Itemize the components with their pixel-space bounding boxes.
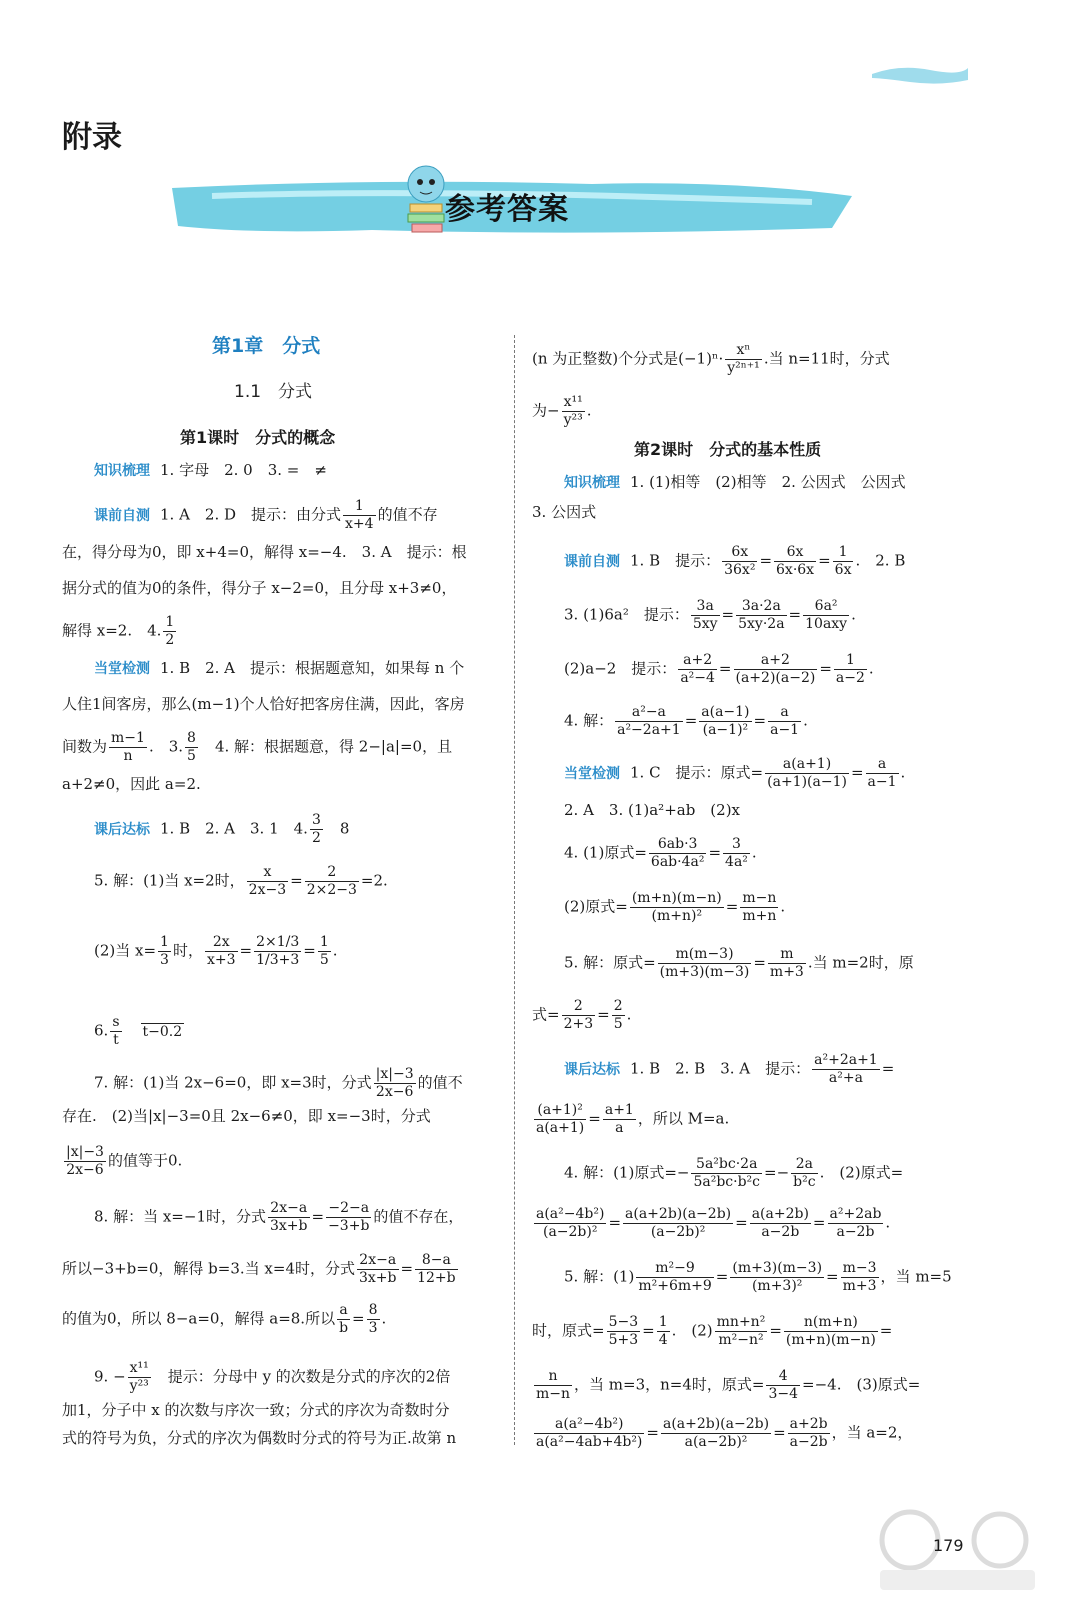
fraction: $\frac{\text{x¹¹}}{\text{y²³}}$ bbox=[129, 1360, 149, 1394]
answer-text: .当 m=2时，原 bbox=[807, 953, 914, 972]
answer-text: 的值等于0. bbox=[107, 1151, 183, 1170]
fraction: $\frac{m}{m+3}$ bbox=[769, 946, 804, 980]
fraction: $\frac{2x-a}{3x+b}$ bbox=[359, 1252, 397, 1286]
fraction: $\frac{\text{a(a²−4b²)}}{\text{(a−2b)²}}$ bbox=[536, 1206, 605, 1240]
fraction: $\frac{2x-a}{3x+b}$ bbox=[270, 1200, 308, 1234]
answer-line: 课后达标 1. B 2. B 3. A 提示： $\frac{\text{a²+2a+1}}{\text{a²+a}}$ = bbox=[564, 1052, 895, 1086]
fraction: $\frac{3a}{5xy}$ bbox=[692, 598, 718, 632]
fraction: $\frac{2x}{x+3}$ bbox=[206, 934, 236, 968]
answer-line: 5. 解：(1)当 x=2时， $\frac{x}{2x-3}$ = $\frac{2}{2\times 2-3}$ =2. bbox=[94, 864, 388, 898]
answer-text: ，当 m=3，n=4时，原式= bbox=[574, 1375, 765, 1394]
fraction: $\frac{a+1}{a}$ bbox=[604, 1102, 634, 1136]
fraction: $\frac{\text{a(a²−4b²)}}{\text{a(a²−4ab+4b²)}}$ bbox=[536, 1416, 643, 1450]
answer-text: 提示：分母中 y 的次数是分式的序次的2倍 bbox=[152, 1367, 451, 1386]
answer-line: 4. 解： $\frac{\text{a²−a}}{\text{a²−2a+1}}$ = $\frac{a(a-1)}{\text{(a−1)²}}$ = $\frac{a}{a-1}$ . bbox=[564, 704, 808, 738]
answer-text: 1. B 2. A 提示：根据题意知，如果每 n 个 bbox=[160, 659, 465, 677]
fraction: $\frac{\text{a²+2ab}}{a-2b}$ bbox=[829, 1206, 882, 1240]
answer-text: 时， bbox=[172, 941, 203, 960]
answer-text: (2)当 x= bbox=[94, 941, 157, 960]
answer-text: (2)a−2 提示： bbox=[564, 659, 677, 678]
fraction: $\frac{n}{m-n}$ bbox=[536, 1368, 571, 1402]
answer-line: $\frac{\text{(a+1)²}}{a(a+1)}$ = $\frac{a+1}{a}$ ，所以 M=a. bbox=[536, 1102, 730, 1136]
answer-line: 课前自测 1. B 提示： $\frac{6x}{\text{36x²}}$ = $\frac{6x}{6x\cdot 6x}$ = $\frac{1}{6x}$ . 2. B bbox=[564, 544, 906, 578]
answer-line bbox=[532, 1368, 920, 1403]
fraction: $\frac{8-a}{12+b}$ bbox=[417, 1252, 456, 1286]
answer-line: 所以−3+b=0，解得 b=3.当 x=4时，分式 $\frac{2x-a}{3x+b}$ = $\frac{8-a}{12+b}$ bbox=[62, 1252, 456, 1286]
answer-text: 8 bbox=[324, 819, 350, 838]
answer-text: 1. (1)相等 (2)相等 2. 公因式 公因式 bbox=[630, 473, 906, 491]
fraction: $\frac{5-3}{5+3}$ bbox=[608, 1314, 639, 1348]
fraction: $\frac{m-3}{m+3}$ bbox=[842, 1260, 877, 1294]
fraction: $\frac{x}{2x-3}$ bbox=[248, 864, 287, 898]
fraction: $\frac{8}{5}$ bbox=[187, 730, 196, 764]
label-knowledge: 知识梳理 bbox=[94, 463, 150, 479]
fraction: $\frac{a(a+2b)(a-2b)}{\text{a(a−2b)²}}$ bbox=[662, 1416, 770, 1450]
fraction: $\frac{a}{b}$ bbox=[339, 1302, 349, 1336]
answer-line: 时，原式= $\frac{5-3}{5+3}$ = $\frac{1}{4}$ . (2) $\frac{\text{mn+n²}}{\text{m²−n²}}$ = $\frac{n(m+n)}{(m+n)(m-n)}$ = bbox=[532, 1314, 893, 1348]
fraction: $\frac{\text{6a²}}{\text{10axy}}$ bbox=[805, 598, 848, 632]
answer-line bbox=[94, 658, 464, 679]
answer-text: 1. B 2. B 3. A 提示： bbox=[630, 1059, 811, 1078]
answer-text: 7. 解：(1)当 2x−6=0，即 x=3时，分式 bbox=[94, 1073, 372, 1092]
answer-text: 1. 字母 2. 0 3. = ≠ bbox=[160, 461, 327, 479]
answer-line: (2)当 x= $\frac{1}{3}$ 时， $\frac{2x}{x+3}$ = $\frac{2\times 1/3}{1/3+3}$ = $\frac{1}{5}$ . bbox=[94, 934, 338, 968]
answer-line: (2)原式= $\frac{(m+n)(m-n)}{\text{(m+n)²}}$ = $\frac{m-n}{m+n}$ . bbox=[564, 890, 786, 924]
answer-line: 的值为0，所以 8−a=0，解得 a=8.所以 $\frac{a}{b}$ = $\frac{8}{3}$ . bbox=[62, 1302, 387, 1336]
column-divider bbox=[514, 335, 515, 1445]
label-classcheck: 当堂检测 bbox=[564, 765, 620, 782]
fraction: $\frac{4}{3-4}$ bbox=[768, 1368, 799, 1402]
fraction: $\frac{1}{5}$ bbox=[319, 934, 329, 968]
fraction: $\frac{m(m-3)}{(m+3)(m-3)}$ bbox=[659, 946, 750, 980]
fraction: $\frac{1}{x+4}$ bbox=[345, 498, 374, 532]
answer-line bbox=[94, 1014, 186, 1049]
decorative-brush-stroke bbox=[870, 60, 970, 88]
fraction: $\frac{3a\cdot 2a}{5xy\cdot 2a}$ bbox=[738, 598, 785, 632]
answer-line: 为− $\frac{\text{x¹¹}}{\text{y²³}}$ . bbox=[532, 394, 592, 428]
answer-line: 2. A 3. (1)a²+ab (2)x bbox=[564, 801, 741, 819]
answer-text: ，所以 M=a. bbox=[637, 1109, 730, 1128]
fraction: $\frac{3}{2}$ bbox=[311, 812, 321, 846]
fraction: $\frac{a+2}{(a+2)(a-2)}$ bbox=[735, 652, 816, 686]
answer-line: 8. 解：当 x=−1时，分式 $\frac{2x-a}{3x+b}$ = $\frac{-2-a}{-3+b}$ 的值不存在， bbox=[94, 1200, 464, 1234]
fraction: $\frac{(m+3)(m-3)}{\text{(m+3)²}}$ bbox=[732, 1260, 823, 1294]
answer-line bbox=[94, 1360, 450, 1395]
answer-text: . 3. bbox=[148, 737, 184, 756]
fraction: $\frac{\text{(a+1)²}}{a(a+1)}$ bbox=[536, 1102, 585, 1136]
answer-text: 时，原式= bbox=[532, 1321, 605, 1340]
fraction: $\frac{|x|-3}{2x-6}$ bbox=[66, 1144, 104, 1178]
answer-line: 加1，分子中 x 的次数与序次一致；分式的序次为奇数时分 bbox=[62, 1401, 450, 1419]
answer-text: . (2)原式= bbox=[819, 1163, 904, 1182]
fraction: $\frac{a+2b}{a-2b}$ bbox=[789, 1416, 828, 1450]
answer-line bbox=[94, 1066, 463, 1101]
fraction: $\frac{m-1}{n}$ bbox=[111, 730, 145, 764]
answer-text: 4. 解：(1)原式=− bbox=[564, 1163, 690, 1182]
fraction: $\frac{|x|-3}{2x-6}$ bbox=[375, 1066, 414, 1100]
fraction: $\frac{\text{5a²bc·2a}}{\text{5a²bc·b²c}}$ bbox=[693, 1156, 761, 1190]
fraction: $\frac{n(m+n)}{(m+n)(m-n)}$ bbox=[785, 1314, 876, 1348]
answer-line: $\frac{\text{a(a²−4b²)}}{\text{(a−2b)²}}$ = $\frac{a(a+2b)(a-2b)}{\text{(a−2b)²}}$ = $\frac{a(a+2b)}{a-2b}$ = $\frac{\text{a²+2ab}}{a-2b}$ . bbox=[536, 1206, 891, 1240]
fraction: $\frac{-2-a}{-3+b}$ bbox=[328, 1200, 370, 1234]
answer-line: 当堂检测 1. C 提示：原式= $\frac{a(a+1)}{(a+1)(a-1)}$ = $\frac{a}{a-1}$ . bbox=[564, 756, 906, 790]
answer-line: 式= $\frac{2}{2+3}$ = $\frac{2}{5}$ . bbox=[532, 998, 632, 1032]
answer-text: 6. bbox=[94, 1021, 109, 1040]
answer-line bbox=[94, 460, 327, 481]
answer-text: 所以−3+b=0，解得 b=3.当 x=4时，分式 bbox=[62, 1259, 355, 1278]
fraction: $\frac{1}{4}$ bbox=[658, 1314, 668, 1348]
fraction: t−0.2 bbox=[142, 1023, 183, 1040]
fraction: $\frac{(m+n)(m-n)}{\text{(m+n)²}}$ bbox=[631, 890, 722, 924]
answer-text: (n 为正整数)个分式是(−1)ⁿ· bbox=[532, 349, 724, 368]
answer-line: 5. 解：原式= $\frac{m(m-3)}{(m+3)(m-3)}$ = $\frac{m}{m+3}$ .当 m=2时，原 bbox=[564, 946, 914, 980]
fraction: $\frac{\text{a²+2a+1}}{\text{a²+a}}$ bbox=[814, 1052, 878, 1086]
fraction: $\frac{2}{5}$ bbox=[613, 998, 623, 1032]
answer-line: 4. (1)原式= $\frac{6ab\cdot 3}{\text{6ab·4a²}}$ = $\frac{3}{\text{4a²}}$ . bbox=[564, 836, 757, 870]
answer-line: (2)a−2 提示： $\frac{a+2}{\text{a²−4}}$ = $\frac{a+2}{(a+2)(a-2)}$ = $\frac{1}{a-2}$ . bbox=[564, 652, 874, 686]
answer-text: =−4. (3)原式= bbox=[802, 1375, 921, 1394]
answer-text: (2)原式= bbox=[564, 897, 628, 916]
fraction: $\frac{\text{a²−a}}{\text{a²−2a+1}}$ bbox=[617, 704, 681, 738]
answer-line: 3. (1)6a² 提示： $\frac{3a}{5xy}$ = $\frac{3a\cdot 2a}{5xy\cdot 2a}$ = $\frac{\text{6a²}}{\text{10axy}}$ . bbox=[564, 598, 856, 632]
answer-text: 为− bbox=[532, 401, 560, 420]
fraction: $\frac{a(a-1)}{\text{(a−1)²}}$ bbox=[701, 704, 750, 738]
chapter-title: 第1章 分式 bbox=[212, 335, 321, 357]
answer-line: 存在. (2)当|x|−3=0且 2x−6≠0，即 x=−3时，分式 bbox=[62, 1107, 431, 1125]
fraction: $\frac{a(a+2b)(a-2b)}{\text{(a−2b)²}}$ bbox=[625, 1206, 732, 1240]
answer-line bbox=[94, 812, 349, 847]
fraction: $\frac{a(a+1)}{(a+1)(a-1)}$ bbox=[767, 756, 847, 790]
answer-text: 间数为 bbox=[62, 737, 108, 756]
answer-text: 4. 解： bbox=[564, 711, 614, 730]
answer-line: 在，得分母为0，即 x+4=0，解得 x=−4. 3. A 提示：根 bbox=[62, 543, 467, 561]
answer-text: . (2) bbox=[671, 1321, 713, 1340]
label-afterclass: 课后达标 bbox=[94, 821, 150, 838]
label-pretest: 课前自测 bbox=[94, 507, 150, 524]
answer-text: 1. B 2. A 3. 1 4. bbox=[160, 819, 308, 838]
answer-text: 4. 解：根据题意，得 2−|a|=0，且 bbox=[199, 737, 453, 756]
answer-text: 1. C 提示：原式= bbox=[630, 763, 764, 782]
fraction: $\frac{2}{2\times 2-3}$ bbox=[306, 864, 357, 898]
banner-title: 参考答案 bbox=[445, 192, 569, 227]
answer-line bbox=[532, 342, 890, 377]
answer-text: .当 n=11时，分式 bbox=[763, 349, 890, 368]
fraction: $\frac{s}{t}$ bbox=[112, 1014, 120, 1048]
answer-line bbox=[62, 730, 452, 765]
fraction: $\frac{a}{a-1}$ bbox=[770, 704, 800, 738]
label-knowledge: 知识梳理 bbox=[564, 475, 620, 491]
fraction: $\frac{\text{m²−9}}{\text{m²+6m+9}}$ bbox=[638, 1260, 712, 1294]
answer-line: 人住1间客房，那么(m−1)个人恰好把客房住满，因此，客房 bbox=[62, 695, 465, 713]
answer-text: . 2. B bbox=[855, 551, 906, 570]
answer-text: 4. (1)原式= bbox=[564, 843, 647, 862]
answer-text: =2. bbox=[360, 871, 388, 890]
fraction: $\frac{\text{x¹¹}}{\text{y²³}}$ bbox=[563, 394, 583, 428]
answer-line: 4. 解：(1)原式=− $\frac{\text{5a²bc·2a}}{\text{5a²bc·b²c}}$ =− $\frac{2a}{\text{b²c}}$ . (2)原式= bbox=[564, 1156, 904, 1190]
answer-line: $\frac{\text{a(a²−4b²)}}{\text{a(a²−4ab+4b²)}}$ = $\frac{a(a+2b)(a-2b)}{\text{a(a−2b)²}}$ = $\frac{a+2b}{a-2b}$ ，当 a=2， bbox=[536, 1416, 913, 1450]
answer-text: 的值不 bbox=[417, 1073, 463, 1092]
answer-text: 5. 解：原式= bbox=[564, 953, 656, 972]
label-classcheck: 当堂检测 bbox=[94, 661, 150, 677]
fraction: $\frac{1}{6x}$ bbox=[834, 544, 852, 578]
answer-line: 5. 解：(1) $\frac{\text{m²−9}}{\text{m²+6m+9}}$ = $\frac{(m+3)(m-3)}{\text{(m+3)²}}$ = $\frac{m-3}{m+3}$ ，当 m=5 bbox=[564, 1260, 952, 1294]
answer-text: 8. 解：当 x=−1时，分式 bbox=[94, 1207, 266, 1226]
answer-line: 3. 公因式 bbox=[532, 503, 597, 521]
answer-text: ，当 a=2， bbox=[831, 1423, 913, 1442]
fraction: $\frac{\text{mn+n²}}{\text{m²−n²}}$ bbox=[716, 1314, 766, 1348]
lesson-title: 第1课时 分式的概念 bbox=[180, 428, 336, 447]
answer-text: 1. A 2. D 提示：由分式 bbox=[160, 505, 342, 524]
answer-text: 5. 解：(1)当 x=2时， bbox=[94, 871, 245, 890]
answer-line: 式的符号为负，分式的序次为偶数时分式的符号为正.故第 n bbox=[62, 1429, 457, 1447]
answer-line bbox=[564, 472, 906, 493]
fraction: $\frac{6x}{\text{36x²}}$ bbox=[724, 544, 756, 578]
page-number: 179 bbox=[933, 1536, 964, 1555]
fraction: $\frac{\text{xⁿ}}{\text{y²ⁿ⁺¹}}$ bbox=[727, 342, 760, 376]
lesson-title: 第2课时 分式的基本性质 bbox=[634, 440, 822, 459]
fraction: $\frac{a(a+2b)}{a-2b}$ bbox=[751, 1206, 809, 1240]
fraction: $\frac{1}{3}$ bbox=[160, 934, 169, 968]
answer-text: 3. (1)6a² 提示： bbox=[564, 605, 689, 624]
fraction: $\frac{a+2}{\text{a²−4}}$ bbox=[680, 652, 715, 686]
answer-line: 据分式的值为0的条件，得分子 x−2=0，且分母 x+3≠0， bbox=[62, 579, 457, 597]
fraction: $\frac{2}{2+3}$ bbox=[563, 998, 594, 1032]
answer-text: 的值不存在， bbox=[373, 1207, 464, 1226]
answer-text: ，当 m=5 bbox=[880, 1267, 952, 1286]
fraction: $\frac{1}{2}$ bbox=[165, 614, 175, 648]
fraction: $\frac{6x}{6x\cdot 6x}$ bbox=[776, 544, 815, 578]
answer-text: 解得 x=2. 4. bbox=[62, 621, 162, 640]
fraction: $\frac{2\times 1/3}{1/3+3}$ bbox=[256, 934, 300, 968]
answer-text: 1. B 提示： bbox=[630, 551, 721, 570]
fraction: $\frac{6ab\cdot 3}{\text{6ab·4a²}}$ bbox=[650, 836, 705, 870]
answer-line bbox=[94, 498, 438, 533]
fraction: $\frac{a}{a-1}$ bbox=[867, 756, 897, 790]
appendix-heading: 附录 bbox=[62, 120, 122, 155]
answer-line bbox=[62, 614, 178, 649]
answer-text: 的值不存 bbox=[377, 505, 438, 524]
answer-text: 式= bbox=[532, 1005, 560, 1024]
answer-text: 5. 解：(1) bbox=[564, 1267, 635, 1286]
answer-line: a+2≠0，因此 a=2. bbox=[62, 775, 201, 793]
fraction: $\frac{2a}{\text{b²c}}$ bbox=[793, 1156, 816, 1190]
label-pretest: 课前自测 bbox=[564, 553, 620, 570]
fraction: $\frac{3}{\text{4a²}}$ bbox=[725, 836, 748, 870]
answer-line bbox=[62, 1144, 182, 1179]
answer-text: 9. − bbox=[94, 1367, 126, 1386]
fraction: $\frac{m-n}{m+n}$ bbox=[742, 890, 777, 924]
fraction: $\frac{8}{3}$ bbox=[368, 1302, 378, 1336]
section-title: 1.1 分式 bbox=[234, 382, 313, 402]
label-afterclass: 课后达标 bbox=[564, 1061, 620, 1078]
fraction: $\frac{1}{a-2}$ bbox=[835, 652, 865, 686]
answer-text: 的值为0，所以 8−a=0，解得 a=8.所以 bbox=[62, 1309, 336, 1328]
